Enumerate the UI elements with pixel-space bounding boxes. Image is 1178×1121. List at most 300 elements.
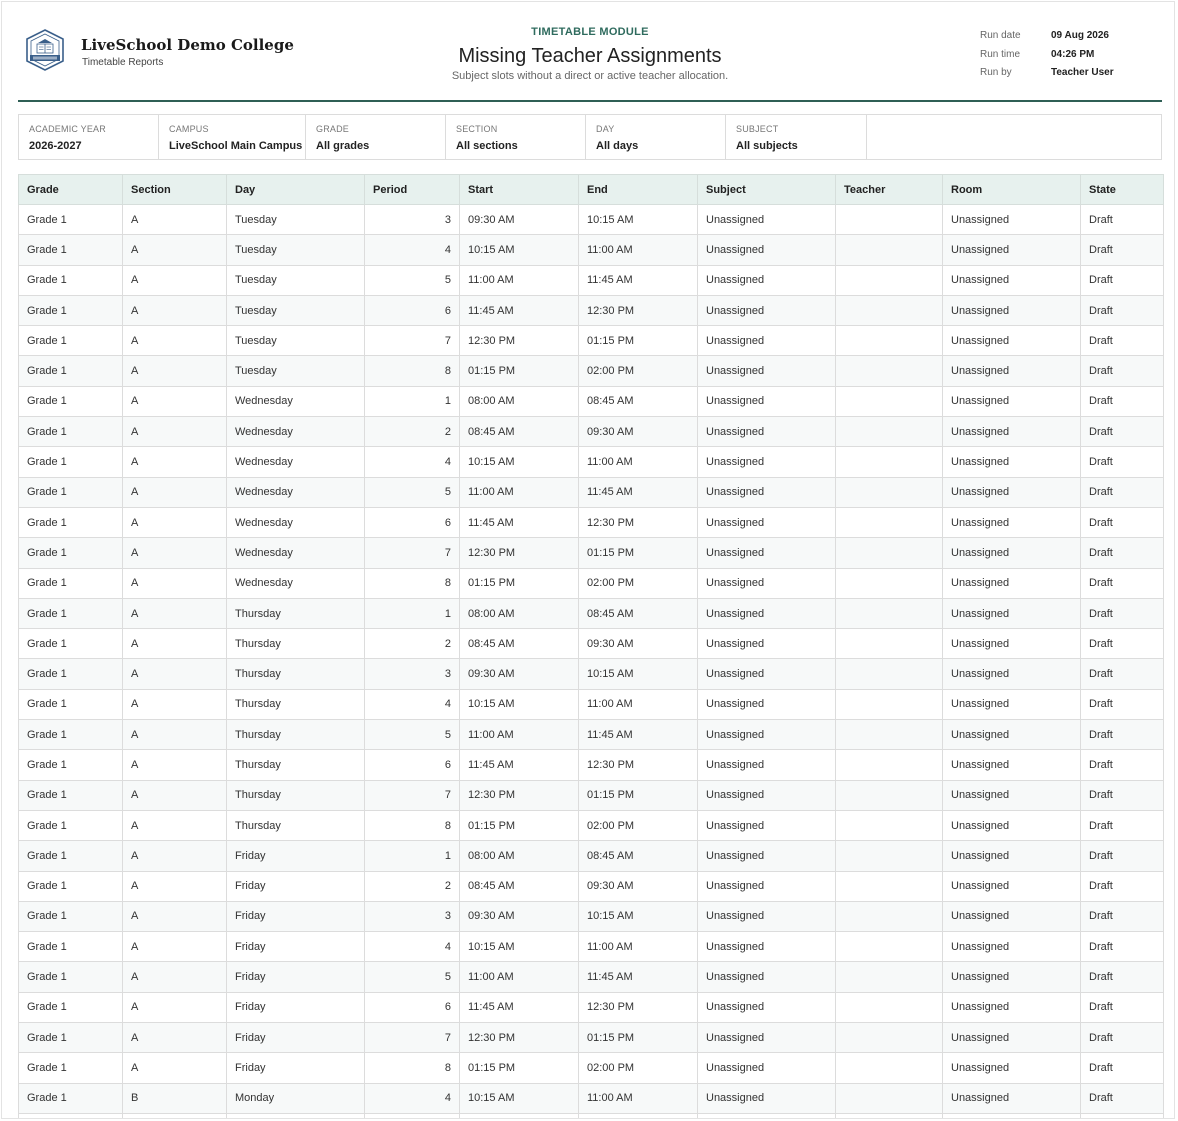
cell-state: Draft: [1081, 417, 1164, 447]
cell-section: A: [123, 810, 227, 840]
module-label: TIMETABLE MODULE: [531, 26, 649, 38]
cell-state: Draft: [1081, 568, 1164, 598]
cell-period: 5: [365, 265, 460, 295]
cell-start: 11:45 AM: [460, 992, 579, 1022]
cell-section: A: [123, 1023, 227, 1053]
table-row: [19, 871, 1164, 901]
cell-subject: Unassigned: [698, 810, 836, 840]
cell-start: 01:15 PM: [460, 356, 579, 386]
cell-end: 11:45 AM: [579, 962, 698, 992]
table-row: [19, 1023, 1164, 1053]
cell-room: Unassigned: [943, 992, 1081, 1022]
cell-day: Tuesday: [227, 265, 365, 295]
cell-end: 11:00 AM: [579, 1083, 698, 1113]
cell-room: Unassigned: [943, 235, 1081, 265]
cell-end: 09:30 AM: [579, 629, 698, 659]
cell-section: A: [123, 901, 227, 931]
cell-subject: Unassigned: [698, 932, 836, 962]
cell-end: 12:30 PM: [579, 992, 698, 1022]
cell-day: Wednesday: [227, 568, 365, 598]
cell-start: 12:30 PM: [460, 538, 579, 568]
cell-grade: Grade 1: [19, 901, 123, 931]
cell-teacher: [836, 841, 943, 871]
cell-teacher: [836, 538, 943, 568]
cell-state: Draft: [1081, 538, 1164, 568]
cell-start: 12:30 PM: [460, 1023, 579, 1053]
cell-state: Draft: [1081, 477, 1164, 507]
cell-period: 8: [365, 568, 460, 598]
cell-day: Wednesday: [227, 477, 365, 507]
cell-section: A: [123, 568, 227, 598]
cell-teacher: [836, 447, 943, 477]
cell-end: 01:15 PM: [579, 1023, 698, 1053]
cell-start: 09:30 AM: [460, 205, 579, 235]
cell-day: Tuesday: [227, 205, 365, 235]
cell-teacher: [836, 295, 943, 325]
cell-state: Draft: [1081, 810, 1164, 840]
table-header-row: [19, 175, 1164, 205]
table-row: [19, 477, 1164, 507]
cell-end: 10:15 AM: [579, 659, 698, 689]
cell-day: Thursday: [227, 659, 365, 689]
cell-state: Draft: [1081, 901, 1164, 931]
cell-grade: Grade 1: [19, 810, 123, 840]
cell-end: 10:15 AM: [579, 901, 698, 931]
cell-section: A: [123, 871, 227, 901]
cell-section: A: [123, 205, 227, 235]
cell-day: Wednesday: [227, 538, 365, 568]
filter-label: ACADEMIC YEAR: [29, 124, 106, 134]
cell-period: 2: [365, 417, 460, 447]
cell-period: 4: [365, 235, 460, 265]
cell-start: 10:15 AM: [460, 1083, 579, 1113]
cell-start: 11:45 AM: [460, 295, 579, 325]
cell-state: Draft: [1081, 962, 1164, 992]
cell-section: A: [123, 689, 227, 719]
cell-day: Wednesday: [227, 417, 365, 447]
table-row: [19, 1053, 1164, 1083]
cell-subject: Unassigned: [698, 417, 836, 447]
cell-end: 02:00 PM: [579, 568, 698, 598]
cell-grade: Grade 1: [19, 507, 123, 537]
filter-value: All subjects: [736, 140, 798, 152]
cell-subject: [698, 1113, 836, 1119]
cell-teacher: [836, 720, 943, 750]
run-meta: [980, 27, 1114, 83]
cell-state: [1081, 1113, 1164, 1119]
cell-day: Tuesday: [227, 295, 365, 325]
cell-start: 11:00 AM: [460, 477, 579, 507]
cell-room: Unassigned: [943, 1023, 1081, 1053]
run-by-label: Run by: [980, 67, 1012, 78]
cell-period: 1: [365, 386, 460, 416]
cell-room: Unassigned: [943, 720, 1081, 750]
cell-state: Draft: [1081, 598, 1164, 628]
cell-teacher: [836, 598, 943, 628]
cell-subject: Unassigned: [698, 386, 836, 416]
cell-section: A: [123, 538, 227, 568]
cell-section: A: [123, 265, 227, 295]
cell-teacher: [836, 356, 943, 386]
cell-end: 09:30 AM: [579, 417, 698, 447]
cell-end: 11:00 AM: [579, 447, 698, 477]
cell-section: A: [123, 417, 227, 447]
cell-section: A: [123, 659, 227, 689]
table-row: [19, 295, 1164, 325]
cell-section: A: [123, 235, 227, 265]
column-header-grade: Grade: [19, 175, 123, 205]
cell-state: Draft: [1081, 1023, 1164, 1053]
cell-room: Unassigned: [943, 386, 1081, 416]
cell-grade: Grade 1: [19, 871, 123, 901]
cell-subject: Unassigned: [698, 265, 836, 295]
cell-period: [365, 1113, 460, 1119]
cell-section: B: [123, 1083, 227, 1113]
cell-period: 6: [365, 992, 460, 1022]
table-row: [19, 932, 1164, 962]
cell-day: Monday: [227, 1083, 365, 1113]
cell-start: 09:30 AM: [460, 659, 579, 689]
cell-teacher: [836, 1083, 943, 1113]
cell-period: 3: [365, 205, 460, 235]
cell-start: 12:30 PM: [460, 780, 579, 810]
cell-section: A: [123, 507, 227, 537]
report-header: [18, 2, 1162, 102]
cell-teacher: [836, 205, 943, 235]
cell-room: Unassigned: [943, 1083, 1081, 1113]
cell-teacher: [836, 750, 943, 780]
cell-grade: Grade 1: [19, 841, 123, 871]
cell-start: 11:00 AM: [460, 962, 579, 992]
cell-subject: Unassigned: [698, 901, 836, 931]
cell-section: A: [123, 295, 227, 325]
run-date-row: [980, 27, 1114, 46]
cell-day: Tuesday: [227, 235, 365, 265]
table-row: [19, 326, 1164, 356]
cell-period: 2: [365, 871, 460, 901]
cell-subject: Unassigned: [698, 326, 836, 356]
cell-end: 02:00 PM: [579, 1053, 698, 1083]
column-header-day: Day: [227, 175, 365, 205]
run-time-value: 04:26 PM: [1051, 48, 1095, 60]
page-title: Missing Teacher Assignments: [458, 45, 722, 67]
cell-state: Draft: [1081, 1053, 1164, 1083]
cell-section: [123, 1113, 227, 1119]
cell-end: 10:15 AM: [579, 205, 698, 235]
cell-room: Unassigned: [943, 810, 1081, 840]
cell-grade: Grade 1: [19, 326, 123, 356]
table-row: [19, 417, 1164, 447]
filter-label: GRADE: [316, 124, 350, 134]
cell-state: Draft: [1081, 356, 1164, 386]
run-time-label: Run time: [980, 48, 1021, 60]
cell-start: 08:45 AM: [460, 871, 579, 901]
filter-day: [586, 115, 726, 159]
table-row: [19, 386, 1164, 416]
cell-period: 8: [365, 1053, 460, 1083]
cell-room: Unassigned: [943, 265, 1081, 295]
column-header-section: Section: [123, 175, 227, 205]
cell-end: 12:30 PM: [579, 507, 698, 537]
cell-teacher: [836, 477, 943, 507]
cell-grade: Grade 1: [19, 598, 123, 628]
cell-grade: Grade 1: [19, 447, 123, 477]
page-subtitle: Subject slots without a direct or active teacher allocation.: [451, 70, 729, 82]
cell-section: A: [123, 386, 227, 416]
cell-teacher: [836, 871, 943, 901]
cell-period: 2: [365, 629, 460, 659]
cell-start: 10:15 AM: [460, 235, 579, 265]
table-row: [19, 689, 1164, 719]
cell-period: 6: [365, 507, 460, 537]
cell-teacher: [836, 265, 943, 295]
cell-grade: Grade 1: [19, 992, 123, 1022]
cell-room: Unassigned: [943, 1053, 1081, 1083]
cell-state: Draft: [1081, 265, 1164, 295]
cell-teacher: [836, 1113, 943, 1119]
filter-value: All days: [596, 140, 639, 152]
cell-teacher: [836, 780, 943, 810]
cell-grade: Grade 1: [19, 417, 123, 447]
cell-day: Friday: [227, 962, 365, 992]
cell-day: Friday: [227, 932, 365, 962]
cell-day: Friday: [227, 1023, 365, 1053]
table-row: [19, 810, 1164, 840]
cell-period: 8: [365, 356, 460, 386]
cell-day: [227, 1113, 365, 1119]
run-date-label: Run date: [980, 30, 1021, 41]
cell-period: 3: [365, 659, 460, 689]
cell-teacher: [836, 689, 943, 719]
cell-state: Draft: [1081, 1083, 1164, 1113]
cell-state: Draft: [1081, 507, 1164, 537]
cell-grade: Grade 1: [19, 538, 123, 568]
cell-room: Unassigned: [943, 295, 1081, 325]
cell-room: Unassigned: [943, 780, 1081, 810]
cell-section: A: [123, 477, 227, 507]
cell-room: Unassigned: [943, 659, 1081, 689]
cell-end: 08:45 AM: [579, 386, 698, 416]
college-crest-icon: [24, 28, 66, 72]
cell-end: 01:15 PM: [579, 326, 698, 356]
cell-section: A: [123, 962, 227, 992]
filter-value: 2026-2027: [29, 140, 82, 152]
cell-end: 09:30 AM: [579, 871, 698, 901]
cell-subject: Unassigned: [698, 962, 836, 992]
run-by-row: [980, 64, 1114, 83]
cell-start: 08:00 AM: [460, 841, 579, 871]
table-row: [19, 780, 1164, 810]
report-page: [1, 1, 1175, 1119]
run-time-row: [980, 46, 1114, 65]
cell-start: 11:00 AM: [460, 720, 579, 750]
table-row: [19, 750, 1164, 780]
cell-state: Draft: [1081, 871, 1164, 901]
cell-period: 7: [365, 538, 460, 568]
cell-end: 12:30 PM: [579, 295, 698, 325]
cell-subject: Unassigned: [698, 720, 836, 750]
table-row: [19, 962, 1164, 992]
table-row: [19, 598, 1164, 628]
cell-grade: Grade 1: [19, 265, 123, 295]
cell-teacher: [836, 659, 943, 689]
cell-subject: Unassigned: [698, 598, 836, 628]
run-by-value: Teacher User: [1051, 67, 1114, 78]
column-header-room: Room: [943, 175, 1081, 205]
cell-room: Unassigned: [943, 447, 1081, 477]
cell-period: 7: [365, 326, 460, 356]
cell-end: 11:00 AM: [579, 235, 698, 265]
cell-start: 08:45 AM: [460, 417, 579, 447]
cell-end: 11:00 AM: [579, 689, 698, 719]
table-row: [19, 205, 1164, 235]
cell-subject: Unassigned: [698, 205, 836, 235]
cell-day: Tuesday: [227, 356, 365, 386]
cell-end: 12:30 PM: [579, 750, 698, 780]
cell-section: A: [123, 780, 227, 810]
cell-grade: Grade 1: [19, 780, 123, 810]
cell-period: 5: [365, 477, 460, 507]
cell-subject: Unassigned: [698, 750, 836, 780]
column-header-state: State: [1081, 175, 1164, 205]
cell-grade: Grade 1: [19, 1023, 123, 1053]
cell-day: Wednesday: [227, 386, 365, 416]
cell-subject: Unassigned: [698, 356, 836, 386]
cell-start: 01:15 PM: [460, 568, 579, 598]
table-row: [19, 447, 1164, 477]
cell-start: 08:00 AM: [460, 598, 579, 628]
cell-room: Unassigned: [943, 871, 1081, 901]
cell-day: Friday: [227, 901, 365, 931]
run-date-value: 09 Aug 2026: [1051, 30, 1109, 41]
cell-section: A: [123, 750, 227, 780]
cell-grade: Grade 1: [19, 235, 123, 265]
cell-period: 7: [365, 1023, 460, 1053]
cell-subject: Unassigned: [698, 1053, 836, 1083]
cell-period: 3: [365, 901, 460, 931]
table-row: [19, 507, 1164, 537]
cell-room: Unassigned: [943, 507, 1081, 537]
cell-subject: Unassigned: [698, 507, 836, 537]
cell-teacher: [836, 901, 943, 931]
cell-teacher: [836, 992, 943, 1022]
cell-subject: Unassigned: [698, 1083, 836, 1113]
filter-label: CAMPUS: [169, 124, 209, 134]
column-header-period: Period: [365, 175, 460, 205]
table-row: [19, 538, 1164, 568]
cell-teacher: [836, 568, 943, 598]
cell-subject: Unassigned: [698, 235, 836, 265]
cell-room: Unassigned: [943, 689, 1081, 719]
cell-room: [943, 1113, 1081, 1119]
column-header-subject: Subject: [698, 175, 836, 205]
cell-grade: Grade 1: [19, 295, 123, 325]
cell-section: A: [123, 841, 227, 871]
table-row: [19, 992, 1164, 1022]
cell-subject: Unassigned: [698, 992, 836, 1022]
filter-summary: [18, 114, 1162, 160]
cell-section: A: [123, 326, 227, 356]
cell-state: Draft: [1081, 235, 1164, 265]
cell-room: Unassigned: [943, 598, 1081, 628]
cell-grade: Grade 1: [19, 720, 123, 750]
cell-day: Thursday: [227, 780, 365, 810]
cell-subject: Unassigned: [698, 841, 836, 871]
cell-day: Tuesday: [227, 326, 365, 356]
cell-period: 8: [365, 810, 460, 840]
cell-room: Unassigned: [943, 205, 1081, 235]
cell-section: A: [123, 447, 227, 477]
cell-day: Thursday: [227, 720, 365, 750]
table-row: [19, 1083, 1164, 1113]
cell-start: [460, 1113, 579, 1119]
cell-state: Draft: [1081, 780, 1164, 810]
cell-grade: Grade 1: [19, 659, 123, 689]
cell-period: 4: [365, 1083, 460, 1113]
cell-state: Draft: [1081, 447, 1164, 477]
cell-day: Wednesday: [227, 447, 365, 477]
report-title-block: [390, 26, 790, 83]
cell-room: Unassigned: [943, 932, 1081, 962]
cell-subject: Unassigned: [698, 477, 836, 507]
cell-section: A: [123, 629, 227, 659]
table-row: [19, 568, 1164, 598]
cell-day: Friday: [227, 1053, 365, 1083]
cell-subject: Unassigned: [698, 659, 836, 689]
cell-period: 4: [365, 932, 460, 962]
cell-period: 6: [365, 295, 460, 325]
filter-value: LiveSchool Main Campus: [169, 140, 303, 152]
cell-section: A: [123, 598, 227, 628]
cell-room: Unassigned: [943, 356, 1081, 386]
cell-subject: Unassigned: [698, 629, 836, 659]
filter-section: [446, 115, 586, 159]
cell-day: Thursday: [227, 598, 365, 628]
cell-state: Draft: [1081, 992, 1164, 1022]
filter-grade: [306, 115, 446, 159]
cell-end: 08:45 AM: [579, 841, 698, 871]
org-subtitle: Timetable Reports: [82, 57, 164, 68]
cell-teacher: [836, 507, 943, 537]
cell-grade: Grade 1: [19, 477, 123, 507]
cell-period: 4: [365, 689, 460, 719]
cell-day: Thursday: [227, 629, 365, 659]
cell-room: Unassigned: [943, 901, 1081, 931]
cell-grade: Grade 1: [19, 568, 123, 598]
filter-value: All sections: [456, 140, 518, 152]
cell-room: Unassigned: [943, 326, 1081, 356]
column-header-start: Start: [460, 175, 579, 205]
cell-end: 11:45 AM: [579, 477, 698, 507]
cell-start: 08:00 AM: [460, 386, 579, 416]
cell-room: Unassigned: [943, 750, 1081, 780]
cell-start: 10:15 AM: [460, 447, 579, 477]
cell-teacher: [836, 235, 943, 265]
filter-label: SECTION: [456, 124, 498, 134]
cell-teacher: [836, 629, 943, 659]
cell-teacher: [836, 932, 943, 962]
cell-state: Draft: [1081, 932, 1164, 962]
cell-section: A: [123, 356, 227, 386]
cell-section: A: [123, 1053, 227, 1083]
cell-teacher: [836, 810, 943, 840]
filter-value: All grades: [316, 140, 370, 152]
cell-subject: Unassigned: [698, 295, 836, 325]
cell-grade: [19, 1113, 123, 1119]
cell-start: 11:45 AM: [460, 507, 579, 537]
cell-end: 08:45 AM: [579, 598, 698, 628]
cell-subject: Unassigned: [698, 568, 836, 598]
